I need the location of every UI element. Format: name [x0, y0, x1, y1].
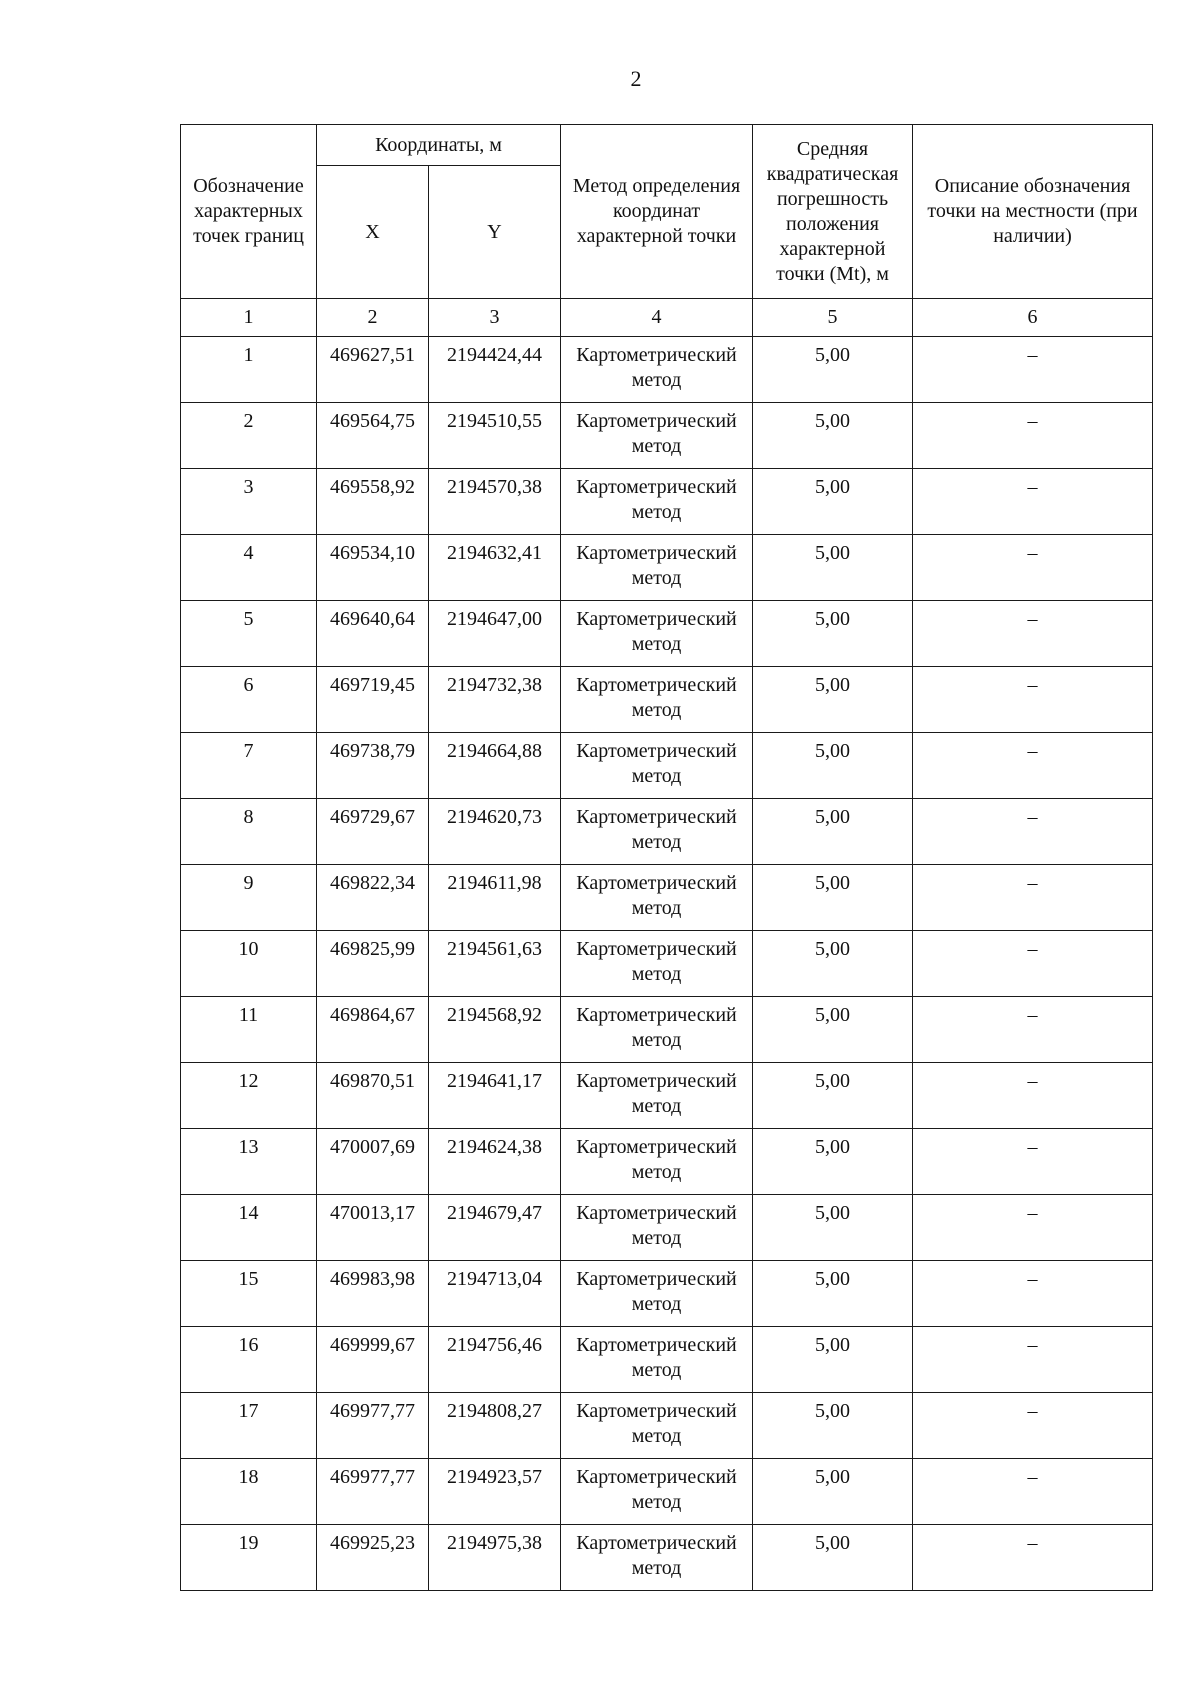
method-cell: Картометрический метод [561, 1261, 753, 1327]
x-coordinate-cell: 469870,51 [317, 1063, 429, 1129]
method-cell: Картометрический метод [561, 469, 753, 535]
table-row [181, 667, 1153, 733]
table-row [181, 1063, 1153, 1129]
y-coordinate-cell: 2194424,44 [429, 337, 561, 403]
description-cell: – [913, 1327, 1153, 1393]
coordinates-table [180, 124, 1153, 1591]
error-cell: 5,00 [753, 865, 913, 931]
method-cell: Картометрический метод [561, 1393, 753, 1459]
table-row [181, 469, 1153, 535]
x-coordinate-cell: 469864,67 [317, 997, 429, 1063]
method-cell: Картометрический метод [561, 667, 753, 733]
description-cell: – [913, 337, 1153, 403]
description-cell: – [913, 997, 1153, 1063]
error-cell: 5,00 [753, 601, 913, 667]
description-cell: – [913, 1129, 1153, 1195]
method-cell: Картометрический метод [561, 1129, 753, 1195]
point-number-cell: 13 [181, 1129, 317, 1195]
table-row [181, 1327, 1153, 1393]
x-coordinate-cell: 469534,10 [317, 535, 429, 601]
point-number-cell: 14 [181, 1195, 317, 1261]
method-cell: Картометрический метод [561, 997, 753, 1063]
error-cell: 5,00 [753, 667, 913, 733]
method-cell: Картометрический метод [561, 403, 753, 469]
description-cell: – [913, 1063, 1153, 1129]
y-coordinate-cell: 2194732,38 [429, 667, 561, 733]
table-row [181, 1525, 1153, 1591]
table-row [181, 1459, 1153, 1525]
x-coordinate-cell: 469564,75 [317, 403, 429, 469]
method-cell: Картометрический метод [561, 799, 753, 865]
method-cell: Картометрический метод [561, 337, 753, 403]
error-cell: 5,00 [753, 1261, 913, 1327]
description-cell: – [913, 931, 1153, 997]
method-cell: Картометрический метод [561, 1525, 753, 1591]
error-cell: 5,00 [753, 403, 913, 469]
point-number-cell: 5 [181, 601, 317, 667]
point-number-cell: 16 [181, 1327, 317, 1393]
error-cell: 5,00 [753, 931, 913, 997]
point-number-cell: 6 [181, 667, 317, 733]
header-method: Метод определения координат характерной точки [561, 125, 753, 299]
description-cell: – [913, 469, 1153, 535]
table-row [181, 1393, 1153, 1459]
error-cell: 5,00 [753, 1525, 913, 1591]
point-number-cell: 10 [181, 931, 317, 997]
header-x: X [317, 166, 429, 299]
description-cell: – [913, 865, 1153, 931]
table-row [181, 865, 1153, 931]
x-coordinate-cell: 470007,69 [317, 1129, 429, 1195]
description-cell: – [913, 535, 1153, 601]
table-row [181, 601, 1153, 667]
description-cell: – [913, 799, 1153, 865]
header-y: Y [429, 166, 561, 299]
error-cell: 5,00 [753, 337, 913, 403]
error-cell: 5,00 [753, 1327, 913, 1393]
error-cell: 5,00 [753, 1129, 913, 1195]
method-cell: Картометрический метод [561, 865, 753, 931]
y-coordinate-cell: 2194647,00 [429, 601, 561, 667]
column-number: 5 [753, 299, 913, 337]
description-cell: – [913, 1195, 1153, 1261]
y-coordinate-cell: 2194510,55 [429, 403, 561, 469]
table-row [181, 733, 1153, 799]
x-coordinate-cell: 469977,77 [317, 1459, 429, 1525]
point-number-cell: 11 [181, 997, 317, 1063]
method-cell: Картометрический метод [561, 601, 753, 667]
error-cell: 5,00 [753, 997, 913, 1063]
x-coordinate-cell: 469983,98 [317, 1261, 429, 1327]
table-row [181, 1261, 1153, 1327]
column-numbers-row [181, 299, 1153, 337]
point-number-cell: 18 [181, 1459, 317, 1525]
point-number-cell: 3 [181, 469, 317, 535]
description-cell: – [913, 1525, 1153, 1591]
description-cell: – [913, 733, 1153, 799]
point-number-cell: 12 [181, 1063, 317, 1129]
y-coordinate-cell: 2194568,92 [429, 997, 561, 1063]
method-cell: Картометрический метод [561, 1459, 753, 1525]
header-coords-group: Координаты, м [317, 125, 561, 166]
table-row [181, 337, 1153, 403]
point-number-cell: 1 [181, 337, 317, 403]
y-coordinate-cell: 2194923,57 [429, 1459, 561, 1525]
x-coordinate-cell: 469999,67 [317, 1327, 429, 1393]
table-row [181, 535, 1153, 601]
x-coordinate-cell: 469738,79 [317, 733, 429, 799]
y-coordinate-cell: 2194624,38 [429, 1129, 561, 1195]
x-coordinate-cell: 469627,51 [317, 337, 429, 403]
method-cell: Картометрический метод [561, 1327, 753, 1393]
point-number-cell: 15 [181, 1261, 317, 1327]
table-row [181, 799, 1153, 865]
column-number: 3 [429, 299, 561, 337]
error-cell: 5,00 [753, 1459, 913, 1525]
error-cell: 5,00 [753, 1393, 913, 1459]
y-coordinate-cell: 2194632,41 [429, 535, 561, 601]
x-coordinate-cell: 469729,67 [317, 799, 429, 865]
description-cell: – [913, 1459, 1153, 1525]
column-number: 1 [181, 299, 317, 337]
y-coordinate-cell: 2194641,17 [429, 1063, 561, 1129]
y-coordinate-cell: 2194975,38 [429, 1525, 561, 1591]
header-point-label: Обозначение характерных точек границ [181, 125, 317, 299]
header-error: Средняя квадратическая погрешность положения характерной точки (Mt), м [753, 125, 913, 299]
header-description: Описание обозначения точки на местности (при наличии) [913, 125, 1153, 299]
x-coordinate-cell: 469558,92 [317, 469, 429, 535]
description-cell: – [913, 403, 1153, 469]
description-cell: – [913, 1393, 1153, 1459]
description-cell: – [913, 667, 1153, 733]
method-cell: Картометрический метод [561, 535, 753, 601]
column-number: 4 [561, 299, 753, 337]
table-row [181, 1195, 1153, 1261]
error-cell: 5,00 [753, 1195, 913, 1261]
point-number-cell: 8 [181, 799, 317, 865]
column-number: 2 [317, 299, 429, 337]
point-number-cell: 17 [181, 1393, 317, 1459]
point-number-cell: 9 [181, 865, 317, 931]
point-number-cell: 2 [181, 403, 317, 469]
page-number: 2 [630, 66, 642, 91]
error-cell: 5,00 [753, 469, 913, 535]
x-coordinate-cell: 469822,34 [317, 865, 429, 931]
point-number-cell: 19 [181, 1525, 317, 1591]
description-cell: – [913, 601, 1153, 667]
y-coordinate-cell: 2194756,46 [429, 1327, 561, 1393]
y-coordinate-cell: 2194620,73 [429, 799, 561, 865]
y-coordinate-cell: 2194561,63 [429, 931, 561, 997]
y-coordinate-cell: 2194611,98 [429, 865, 561, 931]
x-coordinate-cell: 470013,17 [317, 1195, 429, 1261]
y-coordinate-cell: 2194679,47 [429, 1195, 561, 1261]
table-body [181, 337, 1153, 1591]
y-coordinate-cell: 2194713,04 [429, 1261, 561, 1327]
description-cell: – [913, 1261, 1153, 1327]
method-cell: Картометрический метод [561, 1063, 753, 1129]
x-coordinate-cell: 469719,45 [317, 667, 429, 733]
error-cell: 5,00 [753, 799, 913, 865]
y-coordinate-cell: 2194808,27 [429, 1393, 561, 1459]
method-cell: Картометрический метод [561, 931, 753, 997]
error-cell: 5,00 [753, 1063, 913, 1129]
error-cell: 5,00 [753, 733, 913, 799]
point-number-cell: 7 [181, 733, 317, 799]
column-number: 6 [913, 299, 1153, 337]
x-coordinate-cell: 469825,99 [317, 931, 429, 997]
error-cell: 5,00 [753, 535, 913, 601]
y-coordinate-cell: 2194664,88 [429, 733, 561, 799]
table-row [181, 997, 1153, 1063]
x-coordinate-cell: 469977,77 [317, 1393, 429, 1459]
table-row [181, 403, 1153, 469]
table-row [181, 931, 1153, 997]
point-number-cell: 4 [181, 535, 317, 601]
method-cell: Картометрический метод [561, 733, 753, 799]
table-row [181, 1129, 1153, 1195]
method-cell: Картометрический метод [561, 1195, 753, 1261]
x-coordinate-cell: 469640,64 [317, 601, 429, 667]
x-coordinate-cell: 469925,23 [317, 1525, 429, 1591]
y-coordinate-cell: 2194570,38 [429, 469, 561, 535]
